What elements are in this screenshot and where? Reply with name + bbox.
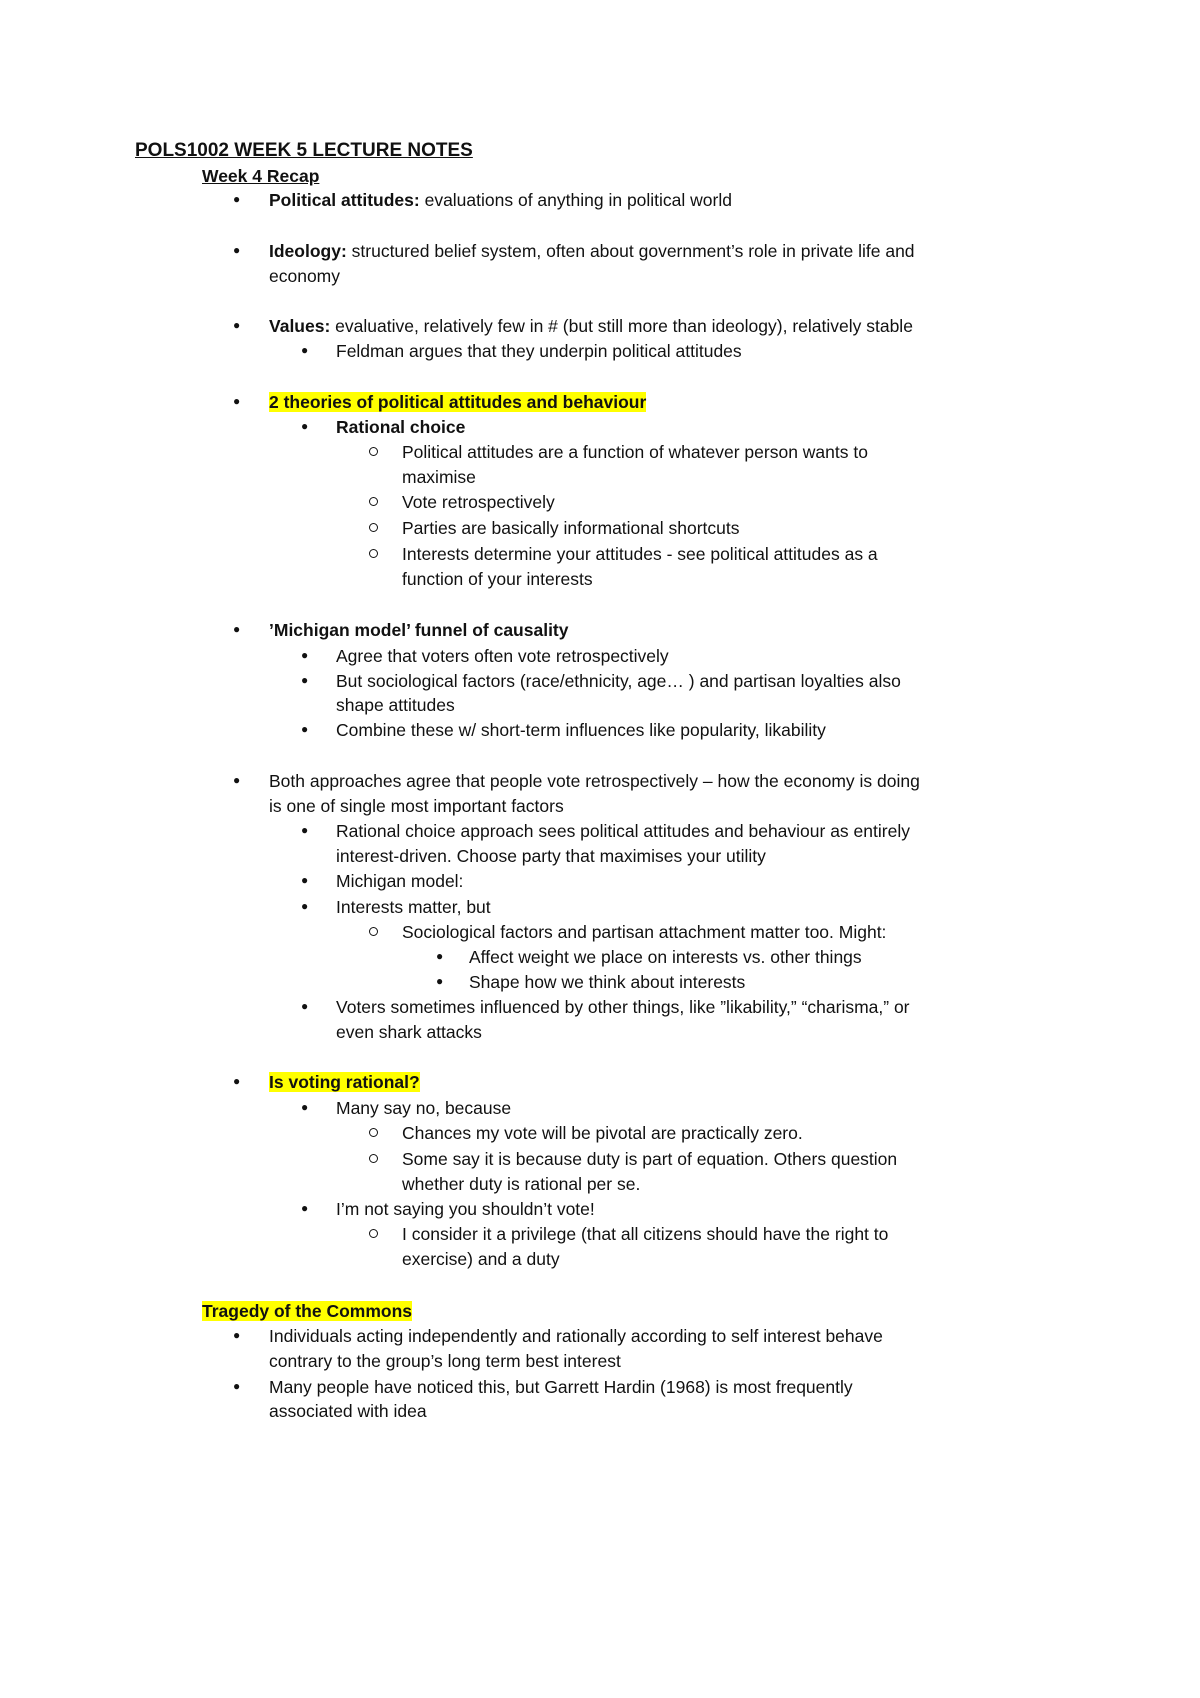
list-item-continuation: whether duty is rational per se. [402, 1174, 641, 1194]
list-item: Michigan model: [336, 871, 464, 891]
list-item: Many people have noticed this, but Garrett Hardin (1968) is most frequently [269, 1377, 853, 1397]
list-item: Combine these w/ short-term influences like popularity, likability [336, 720, 826, 740]
list-item: I’m not saying you shouldn’t vote! [336, 1199, 595, 1219]
list-item-continuation: exercise) and a duty [402, 1249, 560, 1269]
list-item: Interests determine your attitudes - see political attitudes as a [402, 544, 878, 564]
bullet-icon: ● [233, 773, 241, 787]
circle-bullet-icon [369, 497, 378, 506]
list-item: Some say it is because duty is part of equation. Others question [402, 1149, 898, 1169]
list-item-continuation: function of your interests [402, 569, 593, 589]
bullet-icon: ● [301, 823, 309, 837]
list-item-continuation: is one of single most important factors [269, 796, 564, 816]
list-item-continuation: associated with idea [269, 1401, 427, 1421]
list-item: Rational choice approach sees political attitudes and behaviour as entirely [336, 821, 910, 841]
list-item: Both approaches agree that people vote retrospectively – how the economy is doing [269, 771, 920, 791]
circle-bullet-icon [369, 1128, 378, 1137]
list-item: I consider it a privilege (that all citizens should have the right to [402, 1224, 889, 1244]
subheading-rational-choice: Rational choice [336, 417, 466, 437]
bullet-icon: ● [436, 949, 444, 963]
list-item-continuation: shape attitudes [336, 695, 455, 715]
highlighted-section-heading: Tragedy of the Commons [202, 1301, 413, 1321]
list-item-continuation: maximise [402, 467, 476, 487]
list-item: Political attitudes are a function of whatever person wants to [402, 442, 868, 462]
list-item: Vote retrospectively [402, 492, 555, 512]
circle-bullet-icon [369, 523, 378, 532]
bullet-icon: ● [233, 1074, 241, 1088]
list-item: Individuals acting independently and rationally according to self interest behave [269, 1326, 883, 1346]
list-item: Many say no, because [336, 1098, 512, 1118]
bullet-icon: ● [301, 673, 309, 687]
list-item: Voters sometimes influenced by other things, like ”likability,” “charisma,” or [336, 997, 910, 1017]
bullet-icon: ● [233, 1379, 241, 1393]
bullet-icon: ● [301, 999, 309, 1013]
bullet-icon: ● [301, 873, 309, 887]
list-item: Parties are basically informational shortcuts [402, 518, 740, 538]
bullet-icon: ● [233, 318, 241, 332]
list-item: Values: evaluative, relatively few in # (but still more than ideology), relatively stable [269, 316, 913, 336]
bullet-icon: ● [436, 974, 444, 988]
list-item: Shape how we think about interests [469, 972, 746, 992]
list-item: Ideology: structured belief system, often about government’s role in private life and [269, 241, 915, 261]
list-item: Sociological factors and partisan attachment matter too. Might: [402, 922, 887, 942]
subheading-michigan-model: ’Michigan model’ funnel of causality [269, 620, 569, 640]
bullet-icon: ● [301, 722, 309, 736]
highlighted-heading: Is voting rational? [269, 1072, 420, 1092]
list-item-continuation: economy [269, 266, 341, 286]
circle-bullet-icon [369, 1154, 378, 1163]
list-item: Interests matter, but [336, 897, 491, 917]
list-item: Affect weight we place on interests vs. other things [469, 947, 862, 967]
bullet-icon: ● [233, 394, 241, 408]
section-heading-week-recap: Week 4 Recap [202, 166, 320, 186]
list-item: Agree that voters often vote retrospectively [336, 646, 669, 666]
circle-bullet-icon [369, 927, 378, 936]
list-item: Chances my vote will be pivotal are practically zero. [402, 1123, 803, 1143]
circle-bullet-icon [369, 447, 378, 456]
list-item: Political attitudes: evaluations of anything in political world [269, 190, 732, 210]
list-item-continuation: interest-driven. Choose party that maximises your utility [336, 846, 766, 866]
bullet-icon: ● [301, 899, 309, 913]
bullet-icon: ● [301, 1100, 309, 1114]
document-title: POLS1002 WEEK 5 LECTURE NOTES [135, 140, 473, 161]
circle-bullet-icon [369, 1229, 378, 1238]
bullet-icon: ● [233, 622, 241, 636]
bullet-icon: ● [233, 1328, 241, 1342]
list-item: But sociological factors (race/ethnicity, age… ) and partisan loyalties also [336, 671, 901, 691]
circle-bullet-icon [369, 549, 378, 558]
bullet-icon: ● [301, 1201, 309, 1215]
bullet-icon: ● [233, 243, 241, 257]
bullet-icon: ● [301, 343, 309, 357]
bullet-icon: ● [233, 192, 241, 206]
list-item-continuation: even shark attacks [336, 1022, 482, 1042]
list-item-continuation: contrary to the group’s long term best interest [269, 1351, 621, 1371]
bullet-icon: ● [301, 419, 309, 433]
highlighted-heading: 2 theories of political attitudes and behaviour [269, 392, 647, 412]
list-item: Feldman argues that they underpin political attitudes [336, 341, 742, 361]
bullet-icon: ● [301, 648, 309, 662]
